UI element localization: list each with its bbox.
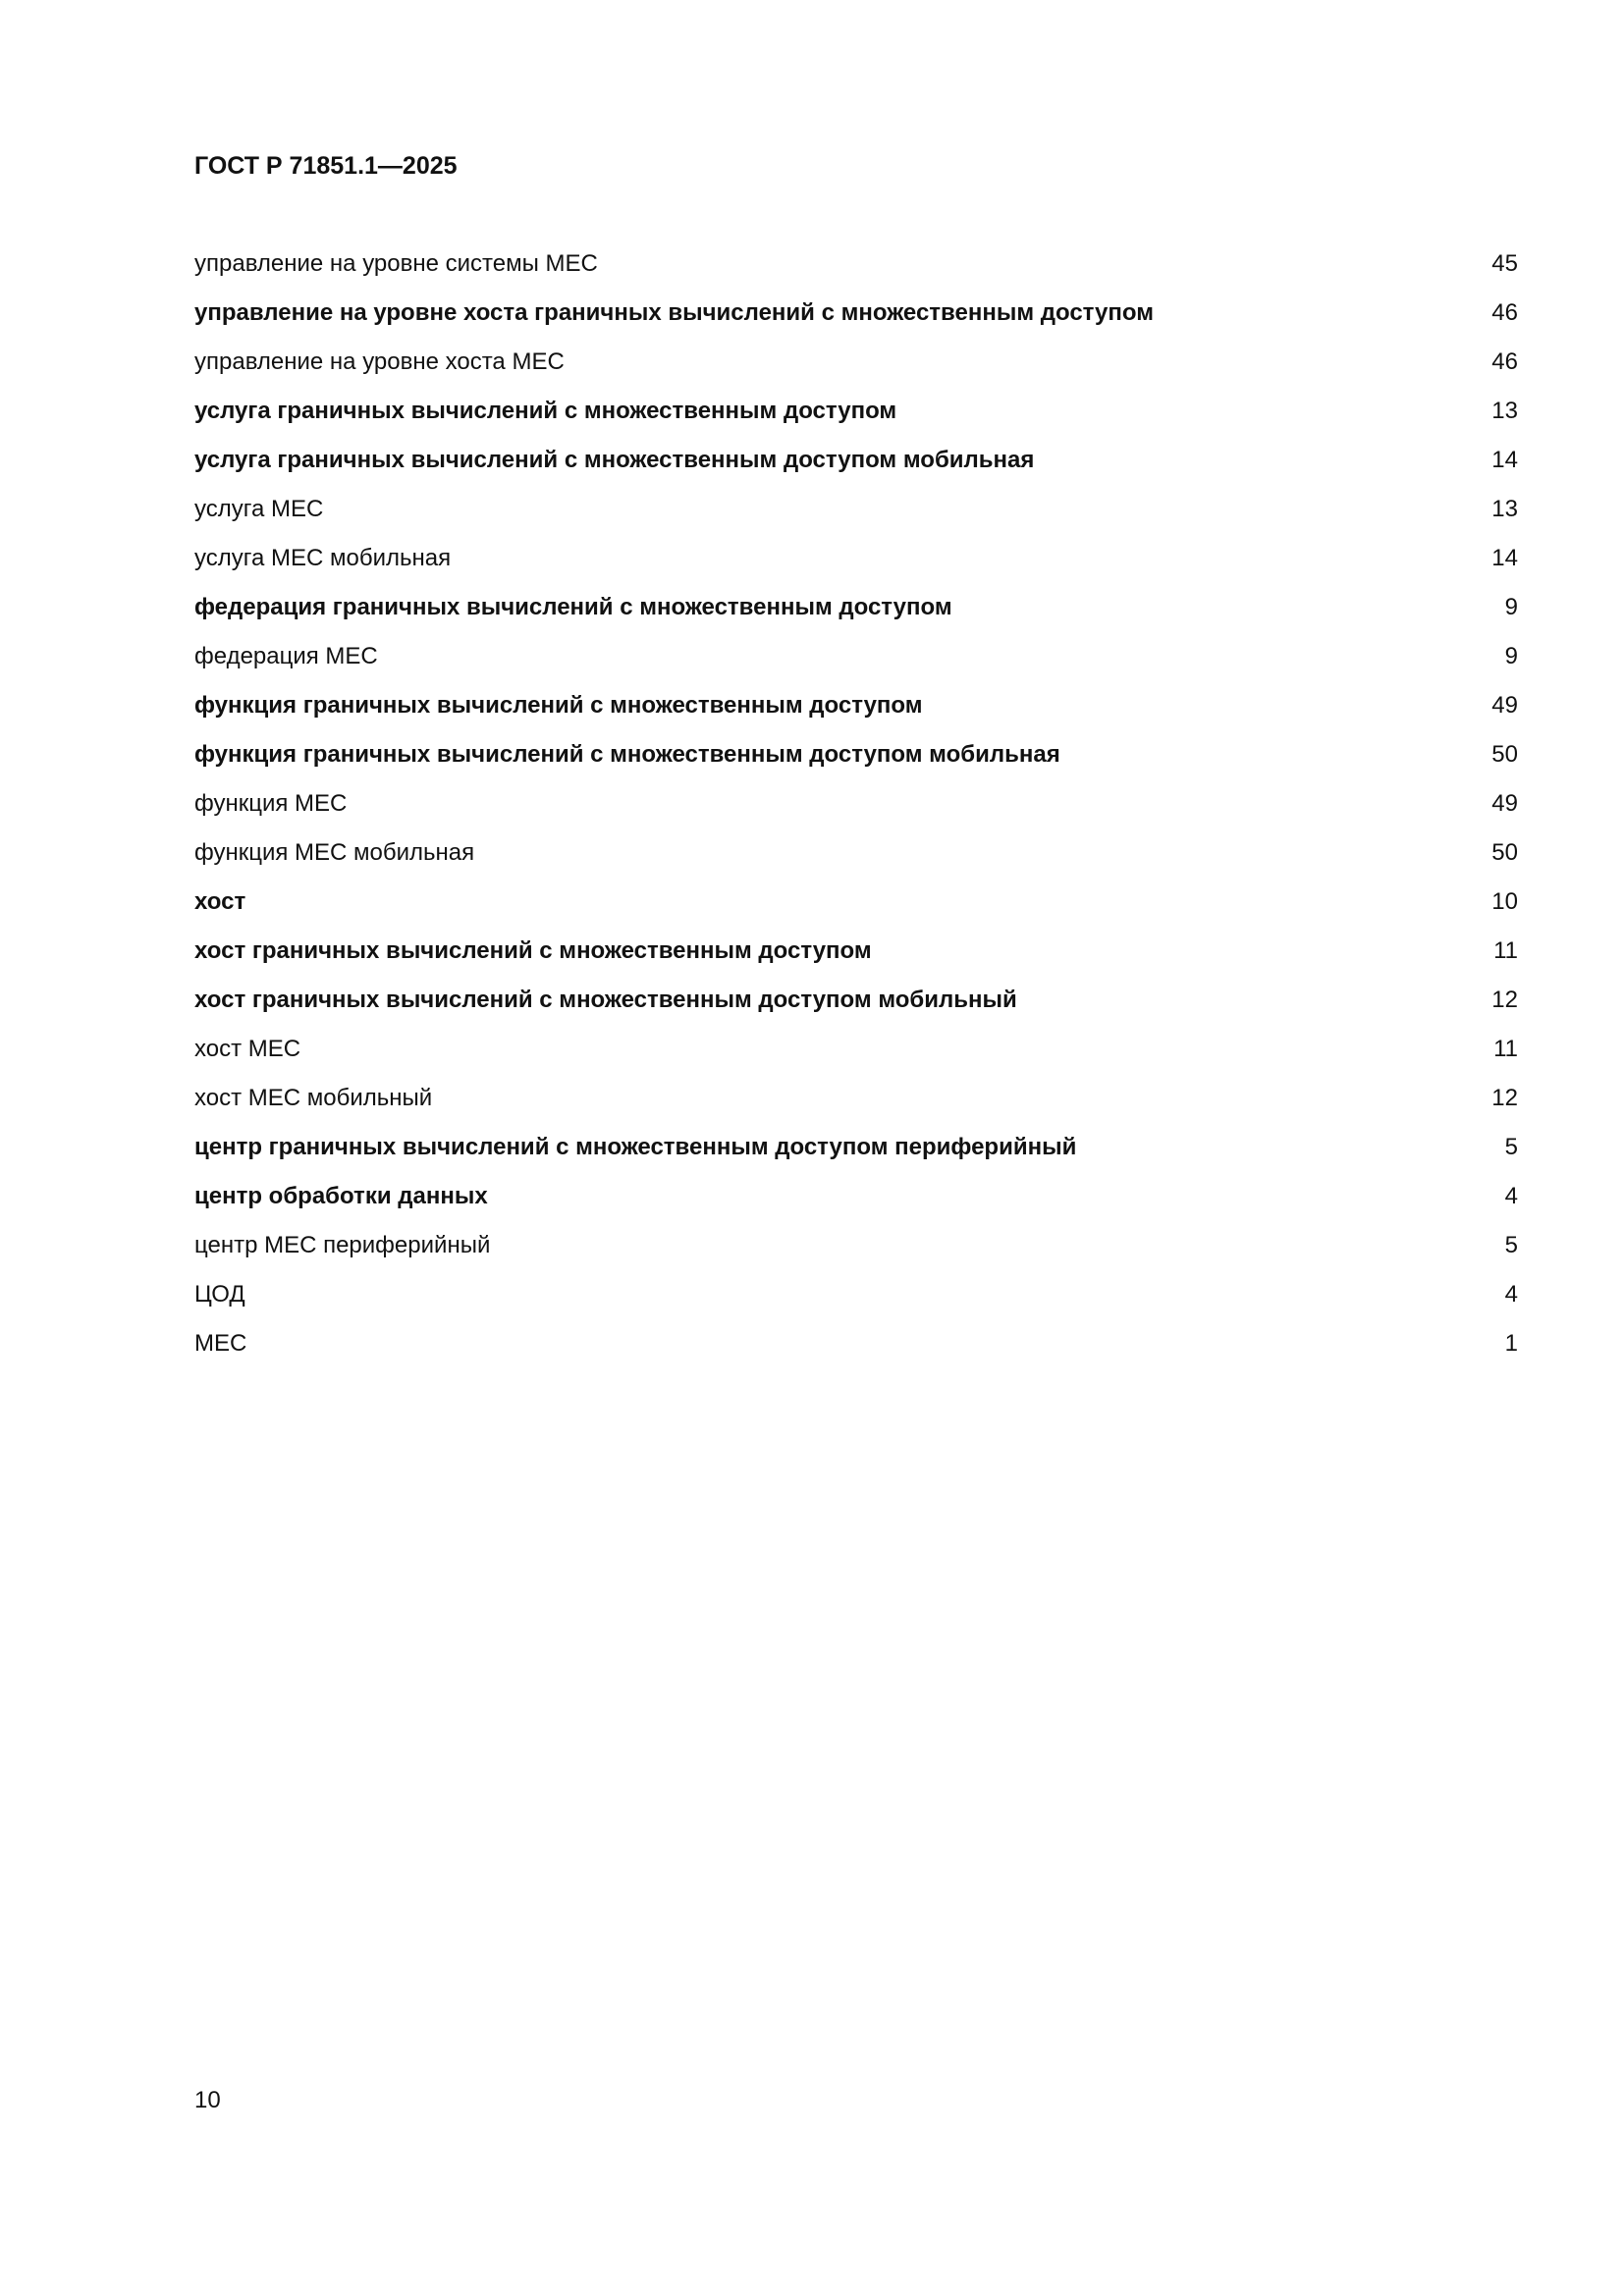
index-entry bbox=[194, 1172, 1518, 1221]
index-term: функция граничных вычислений с множественным доступом мобильная bbox=[194, 741, 1060, 768]
index-entry bbox=[194, 1123, 1518, 1172]
index-term: услуга граничных вычислений с множественным доступом мобильная bbox=[194, 447, 1035, 473]
index-page-ref: 46 bbox=[1491, 299, 1518, 326]
index-page-ref: 12 bbox=[1491, 987, 1518, 1013]
page-number: 10 bbox=[194, 2087, 221, 2113]
index-page-ref: 50 bbox=[1491, 741, 1518, 768]
index-page-ref: 13 bbox=[1491, 496, 1518, 522]
index-entry bbox=[194, 1270, 1518, 1319]
index-page-ref: 11 bbox=[1493, 937, 1518, 964]
index-entry bbox=[194, 485, 1518, 534]
index-page-ref: 5 bbox=[1504, 1134, 1518, 1160]
index-term: федерация МЕС bbox=[194, 643, 378, 669]
index-entry bbox=[194, 730, 1518, 779]
index-entry bbox=[194, 878, 1518, 927]
index-entry bbox=[194, 976, 1518, 1025]
index-page-ref: 14 bbox=[1491, 545, 1518, 571]
index-term: управление на уровне хоста граничных вычислений с множественным доступом bbox=[194, 299, 1154, 326]
index-term: хост bbox=[194, 888, 246, 915]
index-term: функция МЕС мобильная bbox=[194, 839, 475, 866]
index-page-ref: 13 bbox=[1491, 398, 1518, 424]
index-page-ref: 11 bbox=[1493, 1036, 1518, 1062]
index-entry bbox=[194, 1319, 1518, 1368]
index-page-ref: 50 bbox=[1491, 839, 1518, 866]
index-page-ref: 49 bbox=[1491, 790, 1518, 817]
index-term: хост граничных вычислений с множественным доступом bbox=[194, 937, 872, 964]
index-page-ref: 9 bbox=[1504, 594, 1518, 620]
index-term: ЦОД bbox=[194, 1281, 245, 1308]
index-entry bbox=[194, 240, 1518, 289]
index-term: центр обработки данных bbox=[194, 1183, 488, 1209]
index-entry bbox=[194, 387, 1518, 436]
index-entry bbox=[194, 828, 1518, 878]
index-entry bbox=[194, 1221, 1518, 1270]
alphabetical-index bbox=[194, 240, 1518, 1368]
index-term: управление на уровне хоста МЕС bbox=[194, 348, 565, 375]
index-term: хост МЕС мобильный bbox=[194, 1085, 433, 1111]
index-page-ref: 4 bbox=[1504, 1281, 1518, 1308]
index-entry bbox=[194, 927, 1518, 976]
index-term: услуга граничных вычислений с множественным доступом bbox=[194, 398, 897, 424]
index-term: управление на уровне системы МЕС bbox=[194, 250, 598, 277]
index-term: услуга МЕС bbox=[194, 496, 324, 522]
index-entry bbox=[194, 583, 1518, 632]
index-page-ref: 10 bbox=[1491, 888, 1518, 915]
index-page-ref: 46 bbox=[1491, 348, 1518, 375]
index-page-ref: 5 bbox=[1504, 1232, 1518, 1258]
index-entry bbox=[194, 681, 1518, 730]
index-entry bbox=[194, 779, 1518, 828]
index-term: услуга МЕС мобильная bbox=[194, 545, 452, 571]
index-page-ref: 9 bbox=[1504, 643, 1518, 669]
index-page-ref: 45 bbox=[1491, 250, 1518, 277]
index-page-ref: 12 bbox=[1491, 1085, 1518, 1111]
index-term: центр МЕС периферийный bbox=[194, 1232, 491, 1258]
index-entry bbox=[194, 338, 1518, 387]
document-header: ГОСТ Р 71851.1—2025 bbox=[194, 152, 458, 180]
index-page-ref: 14 bbox=[1491, 447, 1518, 473]
index-term: центр граничных вычислений с множественным доступом периферийный bbox=[194, 1134, 1077, 1160]
index-term: функция МЕС bbox=[194, 790, 348, 817]
index-page-ref: 4 bbox=[1504, 1183, 1518, 1209]
index-page-ref: 49 bbox=[1491, 692, 1518, 719]
index-entry bbox=[194, 436, 1518, 485]
index-entry bbox=[194, 534, 1518, 583]
index-entry bbox=[194, 632, 1518, 681]
index-term: федерация граничных вычислений с множественным доступом bbox=[194, 594, 952, 620]
index-term: МЕС bbox=[194, 1330, 247, 1357]
index-term: функция граничных вычислений с множественным доступом bbox=[194, 692, 923, 719]
index-term: хост МЕС bbox=[194, 1036, 301, 1062]
index-entry bbox=[194, 1025, 1518, 1074]
index-page-ref: 1 bbox=[1504, 1330, 1518, 1357]
index-term: хост граничных вычислений с множественным доступом мобильный bbox=[194, 987, 1017, 1013]
index-entry bbox=[194, 289, 1518, 338]
index-entry bbox=[194, 1074, 1518, 1123]
